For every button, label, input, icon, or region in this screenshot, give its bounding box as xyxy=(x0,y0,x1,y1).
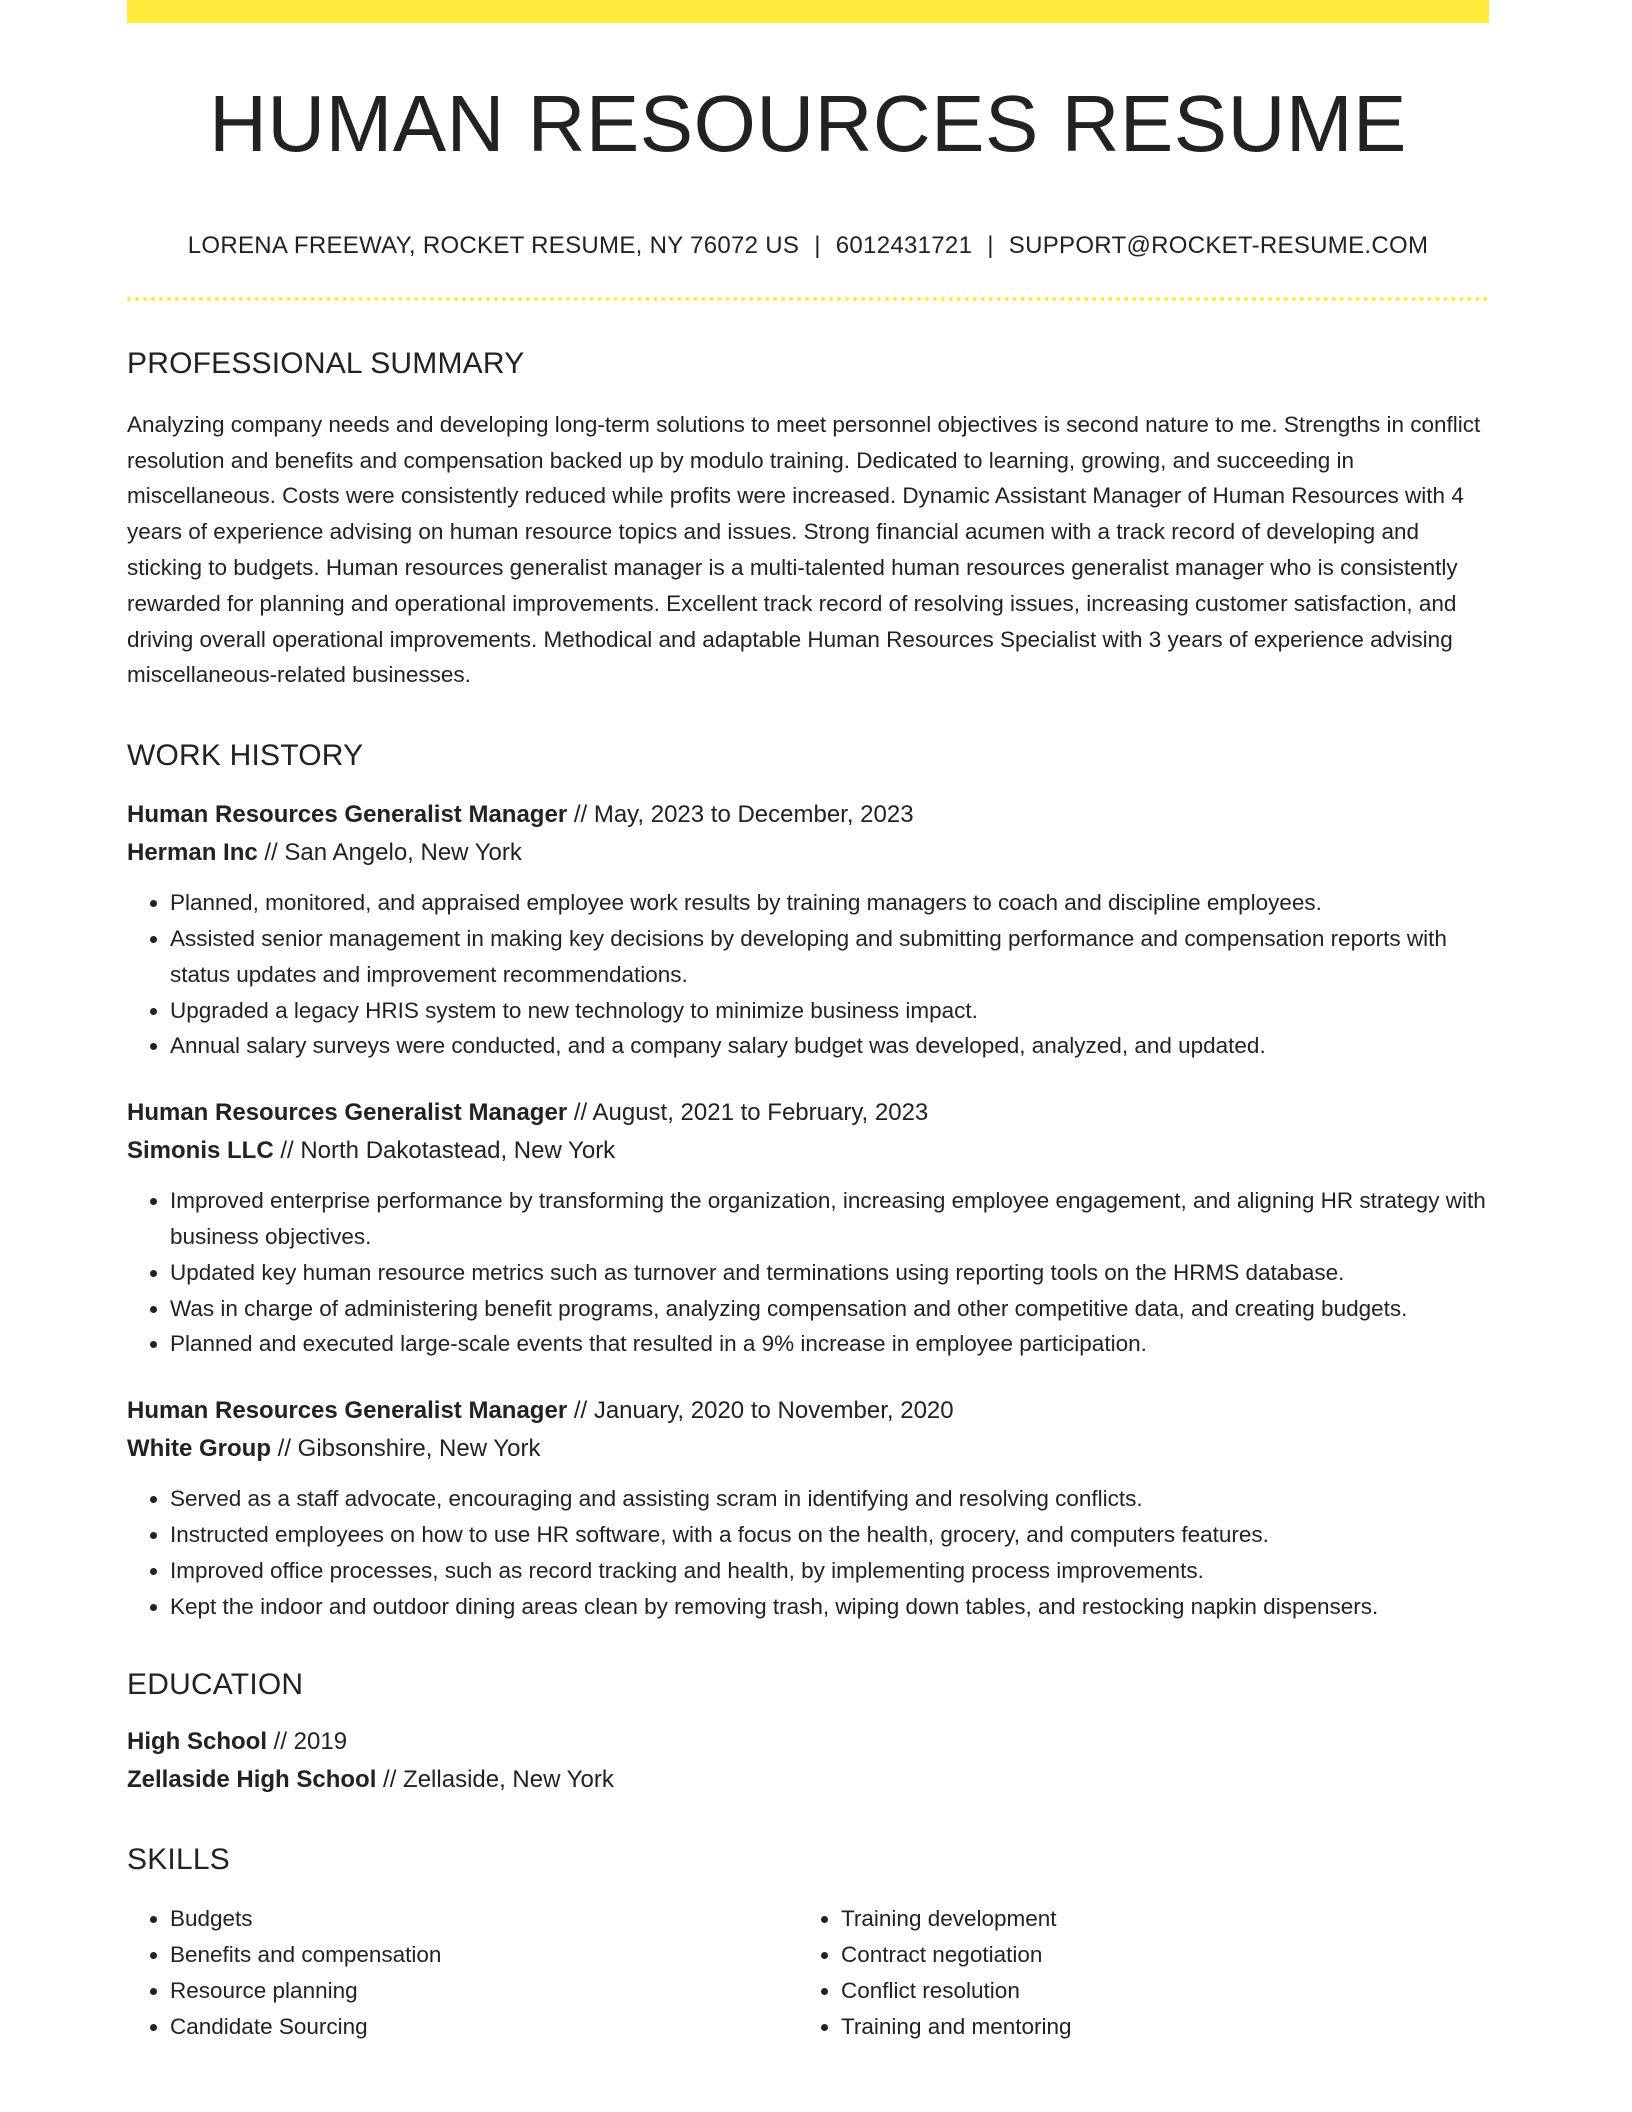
education-school: Zellaside High School xyxy=(127,1766,377,1794)
summary-text: Analyzing company needs and developing long-term solutions to meet personnel objectives is second nature to me. Strengths in conflict resolution and benefits and compensation backed up by modulo training. Dedicated to learning, growing, and succeeding in miscellaneous. Costs were consistently reduced while profits were increased. Dynamic Assistant Manager of Human Resources with 4 years of experience advising on human resource topics and issues. Strong financial acumen with a track record of developing and sticking to budgets. Human resources generalist manager is a multi-talented human resources generalist manager who is consistently rewarded for planning and operational improvements. Excellent track record of resolving issues, increasing customer satisfaction, and driving overall operational improvements. Methodical and adaptable Human Resources Specialist with 3 years of experience advising miscellaneous-related businesses. xyxy=(127,411,1481,688)
job-bullets xyxy=(127,885,1489,1064)
contact-separator: | xyxy=(987,232,994,259)
job-company-line xyxy=(127,834,1489,872)
job-bullets xyxy=(127,1481,1489,1624)
work-history-heading: WORK HISTORY xyxy=(127,739,364,773)
skill-item: • Candidate Sourcing xyxy=(170,2009,798,2045)
education-year: // 2019 xyxy=(267,1728,348,1756)
job-bullet: • Was in charge of administering benefit programs, analyzing compensation and other competitive data, and creating budgets. xyxy=(170,1291,1489,1327)
summary-heading: PROFESSIONAL SUMMARY xyxy=(127,346,525,380)
skill-item: • Conflict resolution xyxy=(841,1973,1481,2009)
job-dates: // August, 2021 to February, 2023 xyxy=(567,1099,929,1127)
job-title: Human Resources Generalist Manager xyxy=(127,1397,568,1425)
skill-item: • Budgets xyxy=(170,1901,798,1937)
education-location: // Zellaside, New York xyxy=(376,1766,614,1794)
contact-line xyxy=(127,232,1489,261)
job-entry xyxy=(127,796,1489,1064)
job-location: // San Angelo, New York xyxy=(257,839,522,867)
skills-column-right xyxy=(798,1901,1481,2044)
job-bullet: • Assisted senior management in making key decisions by developing and submitting performance and compensation reports with status updates and improvement recommendations. xyxy=(170,921,1489,993)
job-company: Herman Inc xyxy=(127,839,258,867)
job-bullet: • Improved enterprise performance by transforming the organization, increasing employee engagement, and aligning HR strategy with business objectives. xyxy=(170,1183,1489,1255)
job-entry xyxy=(127,1392,1489,1624)
skill-item: • Resource planning xyxy=(170,1973,798,2009)
job-bullets xyxy=(127,1183,1489,1362)
job-location: // Gibsonshire, New York xyxy=(270,1435,541,1463)
job-bullet: • Upgraded a legacy HRIS system to new technology to minimize business impact. xyxy=(170,993,1489,1029)
job-bullet: • Improved office processes, such as record tracking and health, by implementing process improvements. xyxy=(170,1553,1489,1589)
job-bullet: • Served as a staff advocate, encouraging and assisting scram in identifying and resolving conflicts. xyxy=(170,1481,1489,1517)
job-title-line xyxy=(127,796,1489,834)
education-degree: High School xyxy=(127,1728,267,1756)
contact-separator: | xyxy=(814,232,821,259)
job-title: Human Resources Generalist Manager xyxy=(127,1099,568,1127)
contact-phone: 6012431721 xyxy=(835,232,973,259)
skill-item: • Training development xyxy=(841,1901,1481,1937)
job-company: White Group xyxy=(127,1435,271,1463)
education-school-line xyxy=(127,1761,1489,1799)
job-title-line xyxy=(127,1392,1489,1430)
resume-page xyxy=(127,0,1489,2045)
skill-item: • Training and mentoring xyxy=(841,2009,1481,2045)
contact-email: SUPPORT@ROCKET-RESUME.COM xyxy=(1008,232,1429,259)
job-bullet: • Planned and executed large-scale events that resulted in a 9% increase in employee participation. xyxy=(170,1326,1489,1362)
job-entry xyxy=(127,1094,1489,1362)
job-dates: // May, 2023 to December, 2023 xyxy=(567,801,914,829)
job-location: // North Dakotastead, New York xyxy=(273,1137,616,1165)
job-bullet: • Annual salary surveys were conducted, and a company salary budget was developed, analyzed, and updated. xyxy=(170,1028,1489,1064)
education-degree-line xyxy=(127,1723,1489,1761)
skills-heading: SKILLS xyxy=(127,1843,230,1877)
job-bullet: • Instructed employees on how to use HR software, with a focus on the health, grocery, and computers features. xyxy=(170,1517,1489,1553)
dotted-divider xyxy=(127,297,1489,301)
resume-title: HUMAN RESOURCES RESUME xyxy=(209,79,1407,168)
job-bullet: • Planned, monitored, and appraised employee work results by training managers to coach and discipline employees. xyxy=(170,885,1489,921)
job-title: Human Resources Generalist Manager xyxy=(127,801,568,829)
skill-item: • Contract negotiation xyxy=(841,1937,1481,1973)
contact-address: LORENA FREEWAY, ROCKET RESUME, NY 76072 US xyxy=(187,232,800,259)
skills-column-left xyxy=(127,1901,798,2044)
education-heading: EDUCATION xyxy=(127,1668,304,1702)
skill-item: • Benefits and compensation xyxy=(170,1937,798,1973)
job-dates: // January, 2020 to November, 2020 xyxy=(567,1397,954,1425)
skills-grid xyxy=(127,1901,1489,2044)
job-bullet: • Updated key human resource metrics such as turnover and terminations using reporting tools on the HRMS database. xyxy=(170,1255,1489,1291)
job-title-line xyxy=(127,1094,1489,1132)
job-bullet: • Kept the indoor and outdoor dining areas clean by removing trash, wiping down tables, and restocking napkin dispensers. xyxy=(170,1589,1489,1625)
job-company: Simonis LLC xyxy=(127,1137,274,1165)
job-company-line xyxy=(127,1430,1489,1468)
accent-bar xyxy=(127,0,1489,23)
job-company-line xyxy=(127,1132,1489,1170)
